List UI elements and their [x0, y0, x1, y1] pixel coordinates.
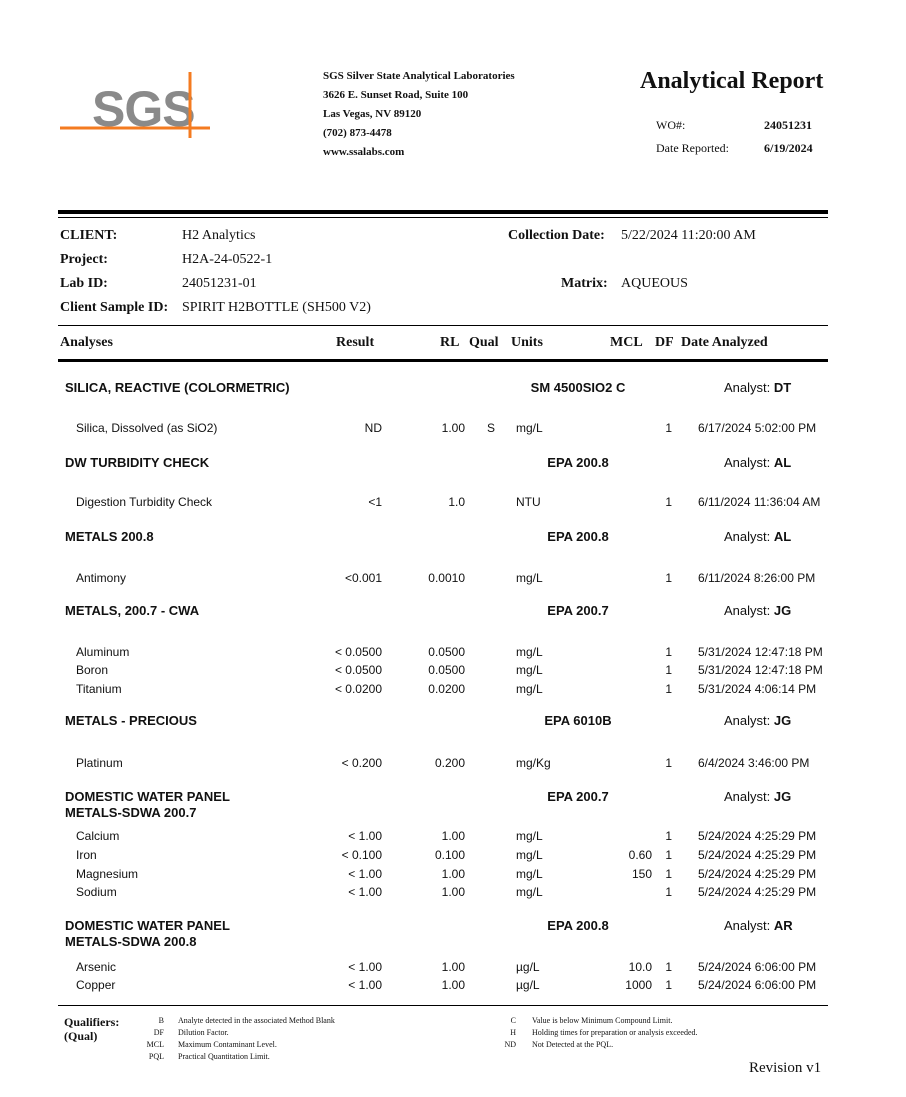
- qualifier-description: Dilution Factor.: [178, 1028, 229, 1037]
- qualifier-description: Analyte detected in the associated Method Blank: [178, 1016, 335, 1025]
- cell-result: <1: [368, 495, 382, 509]
- cell-df: 1: [665, 756, 672, 770]
- wo-number: 24051231: [764, 118, 812, 132]
- section-analyst: [724, 603, 791, 618]
- qualifier-code: B: [158, 1016, 164, 1025]
- section-analyst: [724, 380, 791, 395]
- section-title: METALS - PRECIOUS: [65, 713, 197, 728]
- section-title: METALS-SDWA 200.7: [65, 805, 197, 820]
- cell-df: 1: [665, 495, 672, 509]
- cell-df: 1: [665, 829, 672, 843]
- cell-result: < 1.00: [348, 867, 382, 881]
- cell-date: 5/24/2024 6:06:00 PM: [698, 960, 817, 974]
- analyst-initials: AL: [773, 529, 792, 544]
- cell-result: < 0.100: [341, 848, 382, 862]
- cell-units: mg/L: [516, 848, 543, 862]
- cell-units: mg/L: [516, 421, 543, 435]
- cell-result: < 1.00: [348, 829, 382, 843]
- cell-df: 1: [665, 421, 672, 435]
- lab-address-line2: Las Vegas, NV 89120: [323, 108, 422, 120]
- section-analyst: [724, 529, 791, 544]
- section-method: EPA 200.8: [547, 529, 609, 544]
- cell-rl: 1.00: [441, 829, 465, 843]
- cell-units: mg/L: [516, 663, 543, 677]
- col-result: Result: [336, 335, 375, 350]
- section-title: DOMESTIC WATER PANEL: [65, 918, 230, 933]
- section-title: DOMESTIC WATER PANEL: [65, 789, 230, 804]
- cell-result: < 1.00: [348, 960, 382, 974]
- qualifier-code: PQL: [148, 1052, 164, 1061]
- lab-name: SGS Silver State Analytical Laboratories: [323, 70, 515, 82]
- qualifier-code: ND: [504, 1040, 516, 1049]
- qualifier-description: Not Detected at the PQL.: [532, 1040, 614, 1049]
- cell-qual: S: [487, 421, 496, 435]
- cell-df: 1: [665, 645, 672, 659]
- cell-date: 5/24/2024 4:25:29 PM: [698, 867, 817, 881]
- cell-analyte: Calcium: [76, 829, 120, 843]
- client-sample-id-label: Client Sample ID:: [60, 300, 169, 315]
- section-title: SILICA, REACTIVE (COLORMETRIC): [65, 380, 290, 395]
- analyst-initials: DT: [773, 380, 792, 395]
- cell-analyte: Digestion Turbidity Check: [76, 495, 213, 509]
- collection-date-label: Collection Date:: [508, 228, 605, 243]
- col-date-analyzed: Date Analyzed: [681, 335, 768, 350]
- header-rule-thick: [58, 210, 828, 214]
- qualifier-description: Practical Quantitation Limit.: [178, 1052, 270, 1061]
- report-title: Analytical Report: [640, 68, 824, 94]
- cell-result: < 0.0200: [334, 682, 382, 696]
- section-title: METALS, 200.7 - CWA: [65, 603, 200, 618]
- col-units: Units: [511, 335, 543, 350]
- section-method: SM 4500SIO2 C: [530, 380, 626, 395]
- cell-df: 1: [665, 571, 672, 585]
- section-title: METALS-SDWA 200.8: [65, 934, 197, 949]
- cell-result: < 0.0500: [334, 645, 382, 659]
- lab-address-line1: 3626 E. Sunset Road, Suite 100: [323, 89, 469, 101]
- cell-df: 1: [665, 848, 672, 862]
- project-value: H2A-24-0522-1: [182, 252, 273, 267]
- cell-date: 6/17/2024 5:02:00 PM: [698, 421, 817, 435]
- matrix-label: Matrix:: [561, 276, 608, 291]
- cell-units: µg/L: [516, 978, 540, 992]
- section-method: EPA 200.7: [547, 603, 609, 618]
- cell-rl: 1.00: [441, 867, 465, 881]
- analyst-initials: JG: [773, 603, 792, 618]
- col-qual: Qual: [469, 335, 499, 350]
- cell-date: 6/4/2024 3:46:00 PM: [698, 756, 810, 770]
- cell-units: µg/L: [516, 960, 540, 974]
- cell-rl: 1.00: [441, 960, 465, 974]
- section-title: DW TURBIDITY CHECK: [65, 455, 210, 470]
- qualifier-code: MCL: [146, 1040, 164, 1049]
- qualifier-description: Holding times for preparation or analysis exceeded.: [532, 1028, 698, 1037]
- cell-result: < 0.200: [341, 756, 382, 770]
- cell-df: 1: [665, 978, 672, 992]
- cell-analyte: Silica, Dissolved (as SiO2): [76, 421, 218, 435]
- client-sample-id-value: SPIRIT H2BOTTLE (SH500 V2): [182, 300, 371, 315]
- cell-analyte: Titanium: [76, 682, 122, 696]
- qualifier-description: Maximum Contaminant Level.: [178, 1040, 277, 1049]
- analyst-initials: JG: [773, 713, 792, 728]
- section-analyst: [724, 713, 791, 728]
- cell-df: 1: [665, 960, 672, 974]
- cell-units: NTU: [516, 495, 541, 509]
- cell-result: < 0.0500: [334, 663, 382, 677]
- wo-label: WO#:: [656, 118, 686, 132]
- collection-date-value: 5/22/2024 11:20:00 AM: [621, 228, 756, 243]
- cell-mcl: 1000: [625, 978, 652, 992]
- col-rl: RL: [440, 335, 460, 350]
- cell-mcl: 10.0: [628, 960, 652, 974]
- cell-mcl: 150: [631, 867, 652, 881]
- client-rule: [58, 325, 828, 326]
- header-rule-thin: [58, 217, 828, 218]
- cell-date: 5/24/2024 4:25:29 PM: [698, 885, 817, 899]
- cell-units: mg/L: [516, 829, 543, 843]
- lab-address-block: [323, 67, 515, 162]
- lab-website: www.ssalabs.com: [323, 146, 405, 158]
- section-method: EPA 200.8: [547, 918, 609, 933]
- project-label: Project:: [60, 252, 108, 267]
- cell-analyte: Iron: [76, 848, 97, 862]
- col-df: DF: [655, 335, 674, 350]
- cell-rl: 1.00: [441, 885, 465, 899]
- analyst-label: Analyst:: [724, 529, 771, 544]
- cell-rl: 1.0: [448, 495, 465, 509]
- date-reported-value: 6/19/2024: [764, 141, 813, 155]
- cell-date: 5/31/2024 12:47:18 PM: [698, 663, 823, 677]
- section-analyst: [724, 918, 793, 933]
- cell-analyte: Antimony: [76, 571, 127, 585]
- cell-date: 5/31/2024 4:06:14 PM: [698, 682, 817, 696]
- cell-rl: 0.100: [434, 848, 465, 862]
- cell-df: 1: [665, 663, 672, 677]
- lab-id-value: 24051231-01: [182, 276, 257, 291]
- analyst-label: Analyst:: [724, 713, 771, 728]
- cell-rl: 0.0200: [428, 682, 465, 696]
- cell-rl: 0.0500: [428, 645, 465, 659]
- cell-date: 6/11/2024 11:36:04 AM: [698, 495, 821, 509]
- revision-label: Revision v1: [749, 1060, 822, 1076]
- cell-analyte: Boron: [76, 663, 109, 677]
- cell-units: mg/L: [516, 645, 543, 659]
- qualifier-code: C: [510, 1016, 516, 1025]
- analyst-label: Analyst:: [724, 918, 771, 933]
- date-reported-label: Date Reported:: [656, 141, 729, 155]
- cell-analyte: Aluminum: [76, 645, 130, 659]
- cell-analyte: Magnesium: [76, 867, 139, 881]
- svg-text:SGS: SGS: [92, 81, 195, 137]
- cell-result: <0.001: [344, 571, 382, 585]
- cell-result: ND: [364, 421, 382, 435]
- section-method: EPA 200.7: [547, 789, 609, 804]
- footer-rule: [58, 1005, 828, 1006]
- analyst-initials: JG: [773, 789, 792, 804]
- cell-rl: 0.0010: [428, 571, 465, 585]
- col-analyses: Analyses: [60, 335, 113, 350]
- matrix-value: AQUEOUS: [621, 276, 688, 291]
- cell-units: mg/L: [516, 682, 543, 696]
- analyst-label: Analyst:: [724, 455, 771, 470]
- cell-date: 5/24/2024 6:06:00 PM: [698, 978, 817, 992]
- cell-rl: 1.00: [441, 421, 465, 435]
- cell-df: 1: [665, 867, 672, 881]
- cell-analyte: Sodium: [76, 885, 117, 899]
- cell-rl: 0.200: [434, 756, 465, 770]
- lab-id-label: Lab ID:: [60, 276, 108, 291]
- cell-date: 6/11/2024 8:26:00 PM: [698, 571, 816, 585]
- qualifier-code: DF: [153, 1028, 164, 1037]
- client-value: H2 Analytics: [182, 228, 256, 243]
- cell-result: < 1.00: [348, 978, 382, 992]
- lab-phone: (702) 873-4478: [323, 127, 392, 139]
- section-title: METALS 200.8: [65, 529, 154, 544]
- qualifier-code: H: [510, 1028, 516, 1037]
- client-label: CLIENT:: [60, 228, 118, 243]
- section-method: EPA 200.8: [547, 455, 609, 470]
- analyst-initials: AL: [773, 455, 792, 470]
- section-analyst: [724, 789, 791, 804]
- cell-units: mg/Kg: [516, 756, 551, 770]
- analyst-label: Analyst:: [724, 380, 771, 395]
- section-analyst: [724, 455, 791, 470]
- cell-date: 5/24/2024 4:25:29 PM: [698, 829, 817, 843]
- section-method: EPA 6010B: [544, 713, 612, 728]
- cell-analyte: Platinum: [76, 756, 123, 770]
- cell-result: < 1.00: [348, 885, 382, 899]
- sgs-logo: [60, 70, 215, 140]
- cell-rl: 1.00: [441, 978, 465, 992]
- qualifiers-label: [64, 1015, 119, 1043]
- cell-units: mg/L: [516, 885, 543, 899]
- analyst-initials: AR: [773, 918, 793, 933]
- cell-df: 1: [665, 885, 672, 899]
- analyst-label: Analyst:: [724, 789, 771, 804]
- column-header-rule: [58, 359, 828, 362]
- qualifiers-label-line1: Qualifiers:: [64, 1015, 120, 1029]
- col-mcl: MCL: [610, 335, 643, 350]
- cell-mcl: 0.60: [628, 848, 652, 862]
- cell-units: mg/L: [516, 571, 543, 585]
- qualifiers-label-line2: (Qual): [64, 1029, 98, 1043]
- analyst-label: Analyst:: [724, 603, 771, 618]
- cell-date: 5/24/2024 4:25:29 PM: [698, 848, 817, 862]
- cell-analyte: Arsenic: [76, 960, 117, 974]
- cell-rl: 0.0500: [428, 663, 465, 677]
- cell-analyte: Copper: [76, 978, 116, 992]
- cell-date: 5/31/2024 12:47:18 PM: [698, 645, 823, 659]
- cell-units: mg/L: [516, 867, 543, 881]
- cell-df: 1: [665, 682, 672, 696]
- qualifier-description: Value is below Minimum Compound Limit.: [532, 1016, 673, 1025]
